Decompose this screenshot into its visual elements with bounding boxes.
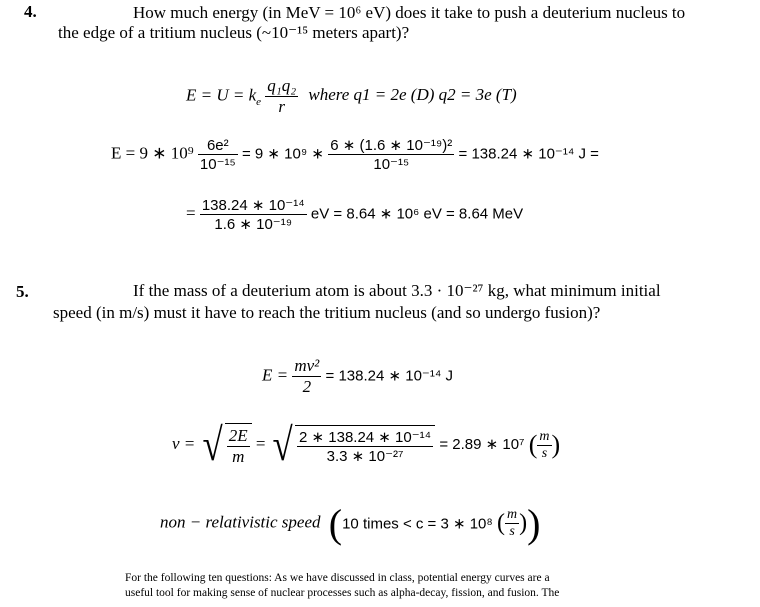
q4-eq2-lhs: E = 9 ∗ 10⁹ bbox=[111, 143, 194, 163]
q5-eq2-sqrt2-den: 3.3 ∗ 10⁻²⁷ bbox=[297, 446, 433, 465]
question-5-text-line1: If the mass of a deuterium atom is about 3.3 · 10⁻²⁷ kg, what minimum initial bbox=[133, 281, 661, 300]
q5-eq3-unit bbox=[505, 507, 519, 540]
q5-eq2-lhs: v = bbox=[172, 433, 196, 453]
q5-eq2-rhs: = 2.89 ∗ 10⁷ bbox=[439, 435, 525, 453]
q5-eq3-text: non − relativistic speed bbox=[160, 512, 321, 532]
sqrt-symbol-icon: √ bbox=[202, 419, 223, 470]
q5-eq2-unit bbox=[537, 429, 551, 462]
q5-equation-velocity bbox=[172, 419, 561, 470]
q4-eq3-eq: = bbox=[186, 203, 196, 223]
q5-eq2-sqrt1-den: m bbox=[227, 446, 250, 467]
q5-eq2-unit-den: s bbox=[537, 445, 551, 462]
q4-equation-energy-calc bbox=[111, 136, 599, 173]
q4-eq1-where: where q1 = 2e (D) q2 = 3e (T) bbox=[308, 85, 517, 105]
small-right-paren-icon: ) bbox=[519, 510, 528, 536]
big-right-paren-icon: ) bbox=[527, 501, 541, 546]
q5-eq2-sqrt1-num: 2E bbox=[228, 426, 248, 445]
q4-eq1-lhs: E = U = k bbox=[186, 85, 257, 105]
q5-eq3-paren: 10 times < c = 3 ∗ 10⁸ bbox=[342, 515, 493, 533]
q4-eq3-num: 138.24 ∗ 10⁻¹⁴ bbox=[201, 197, 305, 214]
question-4-number: 4. bbox=[24, 2, 37, 21]
q4-eq1-denominator: r bbox=[265, 96, 298, 117]
q4-eq3-den: 1.6 ∗ 10⁻¹⁹ bbox=[200, 214, 307, 233]
q4-eq2-fraction2 bbox=[328, 136, 454, 173]
q4-eq2-frac1-num: 6e² bbox=[206, 136, 229, 154]
question-4-text-line1: How much energy (in MeV = 10⁶ eV) does it take to push a deuterium nucleus to bbox=[133, 3, 686, 22]
q5-eq1-den: 2 bbox=[292, 376, 321, 397]
q5-eq2-sqrt2-fraction bbox=[297, 428, 433, 465]
q5-eq3-unit-den: s bbox=[505, 523, 519, 540]
left-paren-icon: ( bbox=[528, 430, 538, 459]
q5-eq1-rhs: = 138.24 ∗ 10⁻¹⁴ J bbox=[325, 367, 453, 385]
q4-equation-energy-mev bbox=[186, 196, 523, 233]
q5-eq3-unit-num: m bbox=[506, 507, 518, 522]
q5-eq2-sqrt2-num: 2 ∗ 138.24 ∗ 10⁻¹⁴ bbox=[299, 429, 432, 446]
q5-eq2-sqrt1-fraction bbox=[227, 426, 250, 467]
q4-eq1-sub: e bbox=[256, 95, 262, 108]
q5-eq1-lhs: E = bbox=[262, 365, 289, 385]
big-left-paren-icon: ( bbox=[328, 501, 343, 546]
question-5-number: 5. bbox=[16, 282, 29, 301]
q4-eq1-fraction bbox=[265, 76, 298, 117]
q4-eq2-rhs: = 138.24 ∗ 10⁻¹⁴ J = bbox=[458, 145, 599, 163]
q5-equation-nonrelativistic bbox=[160, 500, 540, 547]
footer-paragraph-line2: useful tool for making sense of nuclear processes such as alpha-decay, fission, and fusion. The bbox=[125, 587, 560, 599]
q4-eq3-rhs: eV = 8.64 ∗ 10⁶ eV = 8.64 MeV bbox=[310, 205, 524, 223]
sqrt-symbol-icon-2: √ bbox=[272, 419, 293, 470]
q5-eq1-fraction bbox=[292, 356, 321, 397]
q4-equation-energy-definition bbox=[186, 76, 517, 117]
q4-eq1-numerator: q₁q₂ bbox=[267, 76, 297, 95]
q4-eq2-frac2-num: 6 ∗ (1.6 ∗ 10⁻¹⁹)² bbox=[330, 137, 453, 154]
question-4-text-line2: the edge of a tritium nucleus (~10⁻¹⁵ meters apart)? bbox=[58, 23, 410, 42]
small-left-paren-icon: ( bbox=[496, 510, 505, 536]
q4-eq2-fraction1 bbox=[198, 137, 238, 173]
q5-eq2-eq: = bbox=[255, 433, 266, 453]
footer-paragraph-line1: For the following ten questions: As we have discussed in class, potential energy curves are a bbox=[125, 572, 550, 584]
q4-eq2-mid: = 9 ∗ 10⁹ ∗ bbox=[241, 145, 325, 163]
q5-eq2-unit-num: m bbox=[539, 428, 550, 444]
q5-equation-kinetic-energy bbox=[262, 356, 453, 397]
right-paren-icon: ) bbox=[551, 430, 561, 459]
q4-eq3-fraction bbox=[200, 196, 307, 233]
q4-eq2-frac1-den: 10⁻¹⁵ bbox=[199, 155, 236, 173]
q4-eq2-frac2-den: 10⁻¹⁵ bbox=[328, 154, 454, 173]
question-5-text-line2: speed (in m/s) must it have to reach the tritium nucleus (and so undergo fusion)? bbox=[53, 303, 601, 322]
q5-eq1-num: mv² bbox=[294, 356, 320, 375]
